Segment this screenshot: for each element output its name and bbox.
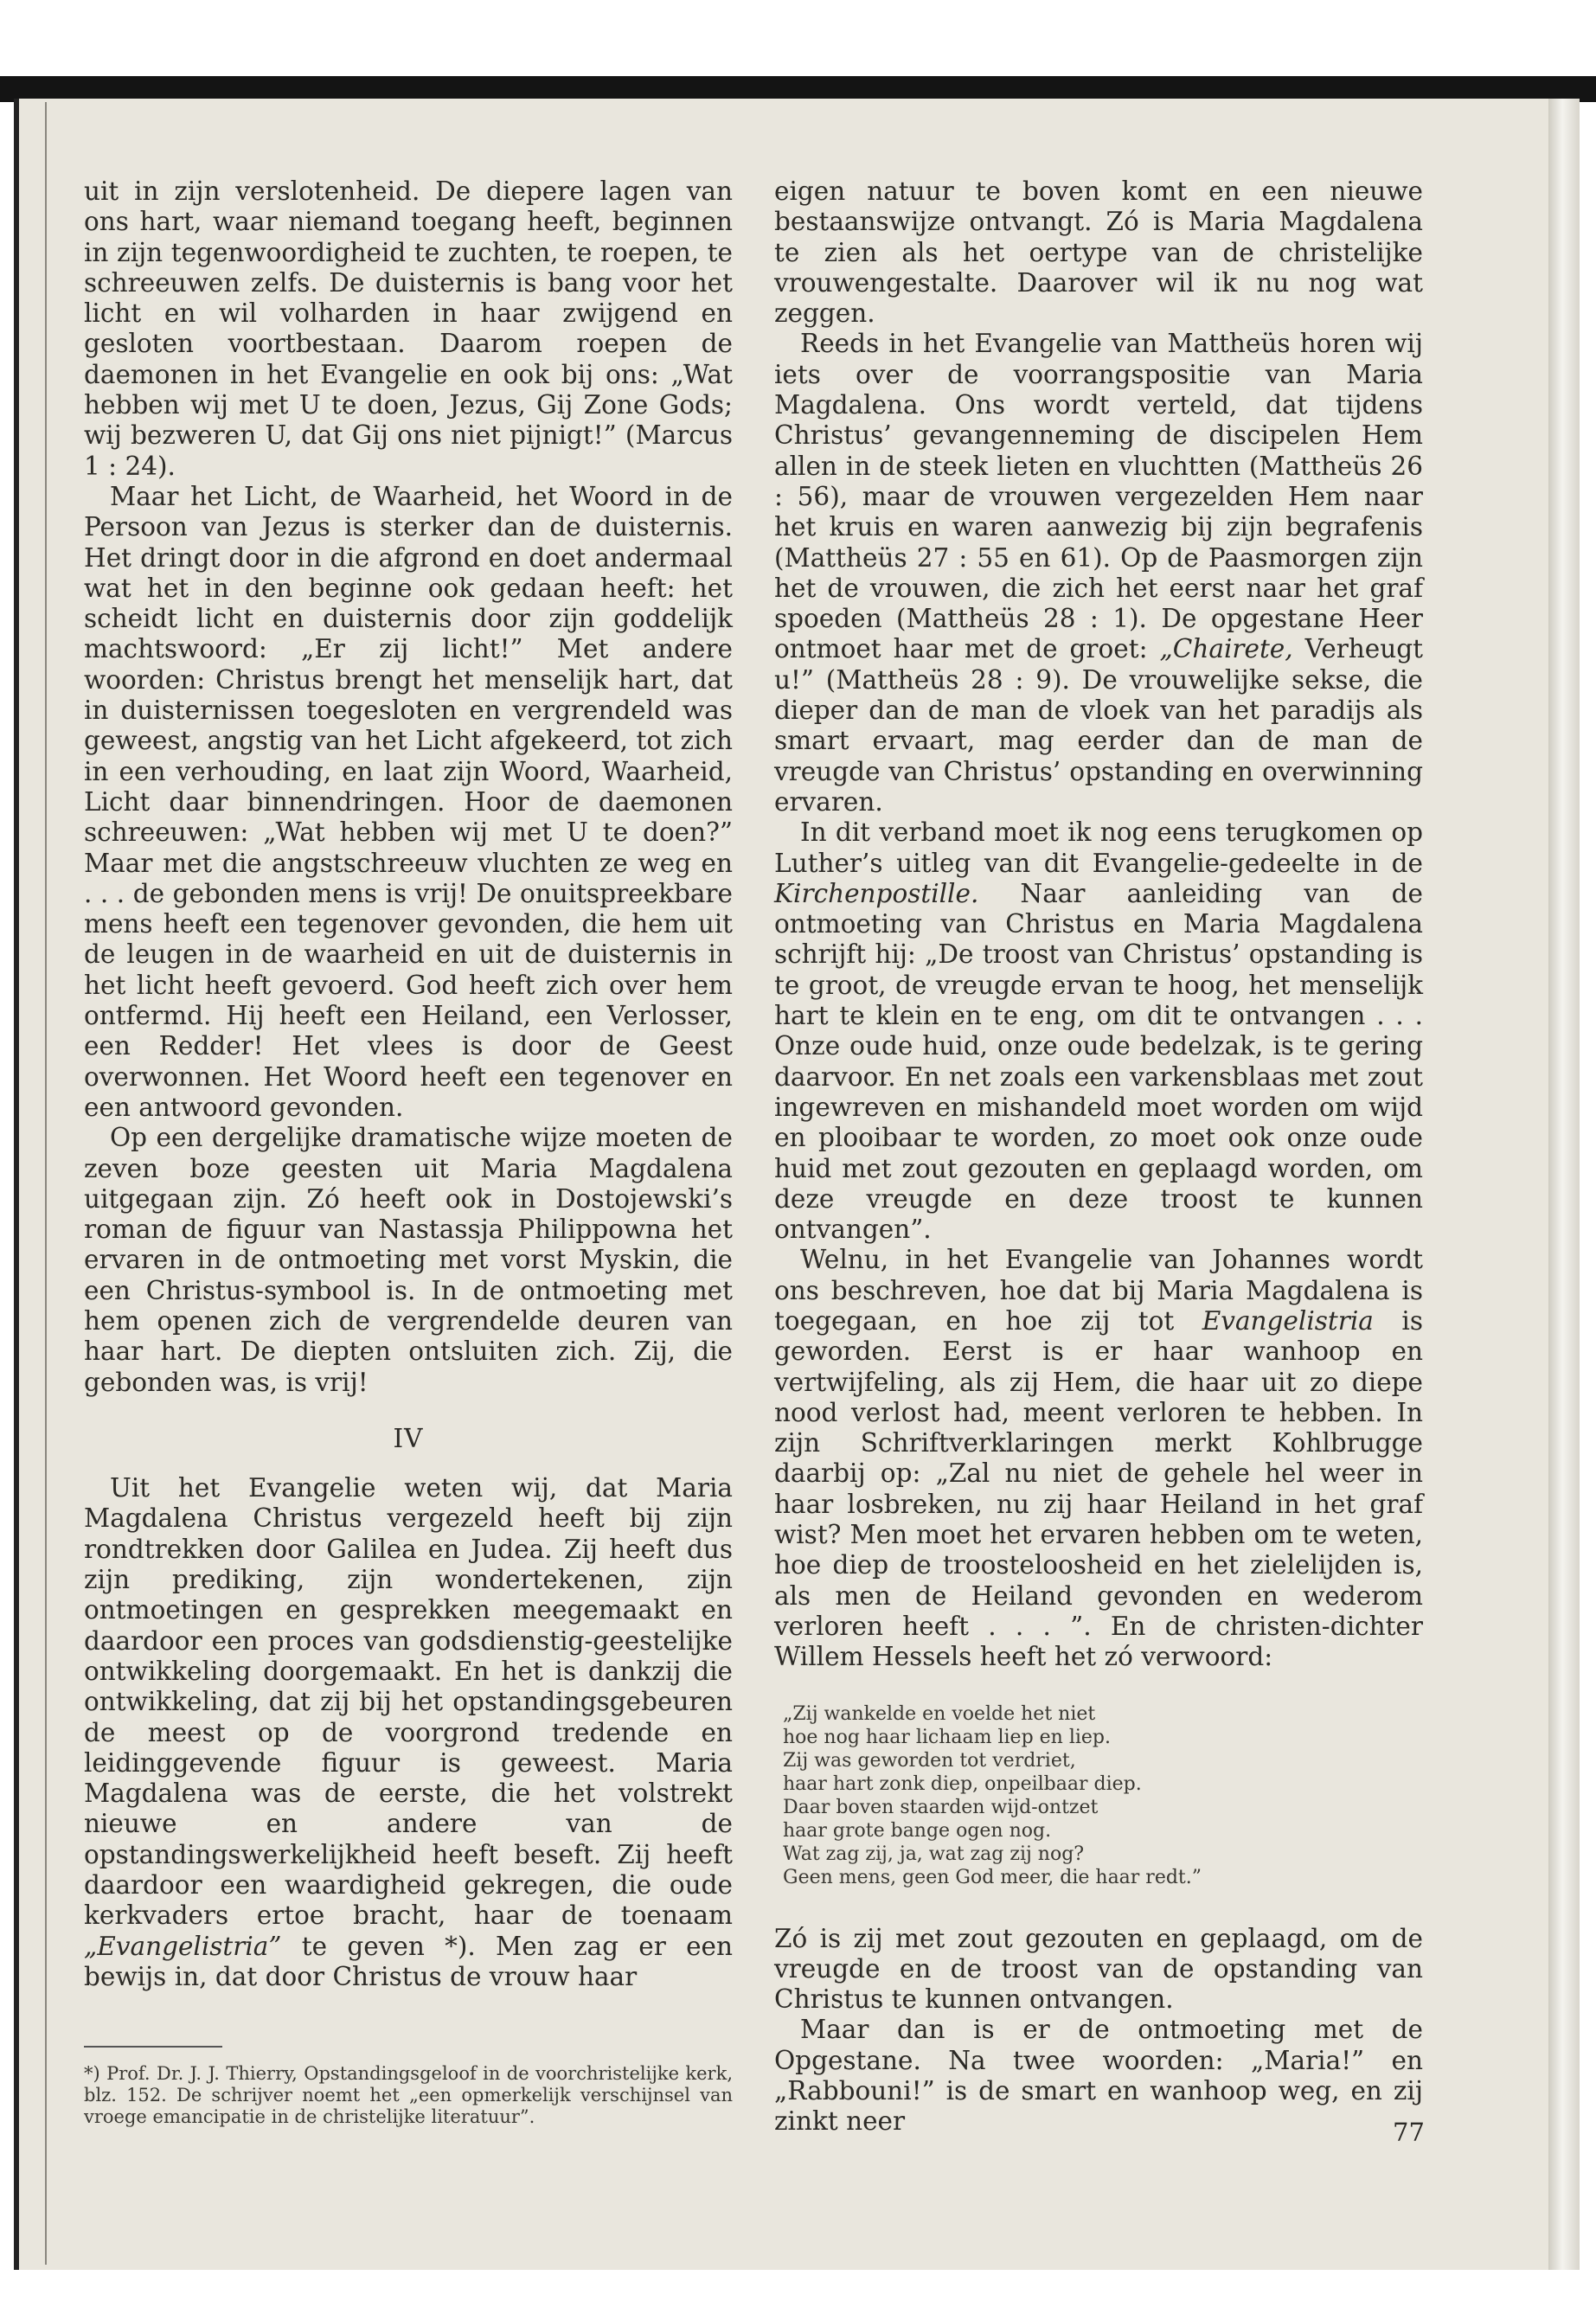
section-heading: IV bbox=[393, 1423, 424, 1453]
left-paragraph-1: uit in zijn verslotenheid. De diepere lagen van ons hart, waar niemand toegang heeft, beginnen in zijn tegenwoordigheid te zuchten, te roepen, te schreeuwen zelfs. De duisternis is bang voor het licht en wil volharden in haar zwijgend en gesloten voortbestaan. Daarom roepen de daemonen in het Evangelie en ook bij ons: „Wat hebben wij met U te doen, Jezus, Gij Zone Gods; wij bezweren U, dat Gij ons niet pijnigt!” (Marcus 1 : 24). bbox=[84, 176, 733, 481]
left-p4-emphasis: „Evangelistria” bbox=[84, 1931, 282, 1961]
page-number: 77 bbox=[1393, 2118, 1425, 2147]
book-spine bbox=[1548, 99, 1580, 2270]
right-p3-text-b: Naar aanleiding van de ontmoeting van Christus en Maria Magdalena schrijft hij: „De troost van Christus’ opstanding is te groot, de vreugde ervan te hoog, het menselijk hart te klein en te eng, om dit te ontvangen . . . Onze oude huid, onze oude bedelzak, is te gering daarvoor. En net zoals een varkensblaas met zout ingewreven en mishandeld moet worden om wijd en plooibaar te worden, zo moet ook onze oude huid met zout gezouten en geplaagd worden, om deze vreugde en deze troost te kunnen ontvangen”. bbox=[774, 878, 1423, 1245]
left-paragraph-2: Maar het Licht, de Waarheid, het Woord in de Persoon van Jezus is sterker dan de duisternis. Het dringt door in die afgrond en doet andermaal wat het in den beginne ook gedaan heeft: het scheidt licht en duisternis door zijn goddelijk machtswoord: „Er zij licht!” Met andere woorden: Christus brengt het menselijk hart, dat in duisternissen toegesloten en vergrendeld was geweest, angstig van het Licht afgekeerd, tot zich in een verhouding, en laat zijn Woord, Waarheid, Licht daar binnendringen. Hoor de daemonen schreeuwen: „Wat hebben wij met U te doen?” Maar met die angstschreeuw vluchten ze weg en . . . de gebonden mens is vrij! De onuitspreekbare mens heeft een tegenover gevonden, die hem uit de leugen in de waarheid en uit de duisternis in het licht heeft gevoerd. God heeft zich over hem ontfermd. Hij heeft een Heiland, een Verlosser, een Redder! Het vlees is door de Geest overwonnen. Het Woord heeft een tegenover en een antwoord gevonden. bbox=[84, 481, 733, 1122]
poem-line: Geen mens, geen God meer, die haar redt.” bbox=[783, 1866, 1202, 1888]
left-paragraph-3: Op een dergelijke dramatische wijze moeten de zeven boze geesten uit Maria Magdalena uitgegaan zijn. Zó heeft ook in Dostojewski’s roman de figuur van Nastassja Philippowna het ervaren in de ontmoeting met vorst Myskin, die een Christus-symbool is. In de ontmoeting met hem openen zich de vergrendelde deuren van haar hart. De diepten ontsluiten zich. Zij, die gebonden was, is vrij! bbox=[84, 1123, 733, 1397]
poem-line: „Zij wankelde en voelde het niet bbox=[783, 1702, 1096, 1725]
left-p4-text-b: te geven *). Men zag er een bewijs in, dat door Christus de vrouw haar bbox=[84, 1931, 733, 1991]
right-paragraph-4 bbox=[774, 1245, 1423, 1672]
right-p4-emphasis: Evangelistria bbox=[1202, 1305, 1374, 1336]
right-column bbox=[774, 176, 1423, 2138]
page-edge-line bbox=[45, 102, 47, 2265]
left-paragraph-4 bbox=[84, 1473, 733, 1992]
footnote: *) Prof. Dr. J. J. Thierry, Opstandingsgeloof in de voorchristelijke kerk, blz. 152. De schrijver noemt het „een opmerkelijk verschijnsel van vroege emancipatie in de christelijke literatuur”. bbox=[84, 2063, 733, 2128]
right-p3-emphasis: Kirchenpostille. bbox=[774, 878, 979, 908]
right-paragraph-2 bbox=[774, 329, 1423, 817]
right-paragraph-6: Maar dan is er de ontmoeting met de Opgestane. Na twee woorden: „Maria!” en „Rabbouni!” is de smart en wanhoop weg, en zij zinkt neer bbox=[774, 2015, 1423, 2137]
left-column bbox=[84, 176, 733, 2128]
right-p2-text-a: Reeds in het Evangelie van Mattheüs horen wij iets over de voorrangspositie van Maria Magdalena. Ons wordt verteld, dat tijdens Christus’ gevangenneming de discipelen Hem allen in de steek lieten en vluchtten (Mattheüs 26 : 56), maar de vrouwen vergezelden Hem naar het kruis en waren aanwezig bij zijn begrafenis (Mattheüs 27 : 55 en 61). Op de Paasmorgen zijn het de vrouwen, die zich het eerst naar het graf spoeden (Mattheüs 28 : 1). De opgestane Heer ontmoet haar met de groet: bbox=[774, 329, 1423, 664]
poem-line: Zij was geworden tot verdriet, bbox=[783, 1749, 1076, 1772]
footnote-rule bbox=[84, 2046, 222, 2048]
right-paragraph-5: Zó is zij met zout gezouten en geplaagd, om de vreugde en de troost van de opstanding van Christus te kunnen ontvangen. bbox=[774, 1923, 1423, 2015]
left-p4-text-a: Uit het Evangelie weten wij, dat Maria Magdalena Christus vergezeld heeft bij zijn rondtrekken door Galilea en Judea. Zij heeft dus zijn prediking, zijn wondertekenen, zijn ontmoetingen en gesprekken meegemaakt en daardoor een proces van godsdienstig-geestelijke ontwikkeling doorgemaakt. En het is dankzij die ontwikkeling, dat zij bij het opstandingsgebeuren de meest op de voorgrond tredende en leidinggevende figuur is geweest. Maria Magdalena was de eerste, die het volstrekt nieuwe en andere van de opstandingswerkelijkheid heeft beseft. Zij heeft daardoor een waardigheid gekregen, die oude kerkvaders ertoe bracht, haar de toenaam bbox=[84, 1473, 733, 1931]
right-p4-text-b: is geworden. Eerst is er haar wanhoop en vertwijfeling, als zij Hem, die haar uit zo diepe nood verlost had, meent verloren te hebben. In zijn Schriftverklaringen merkt Kohlbrugge daarbij op: „Zal nu niet de gehele hel weer in haar losbreken, nu zij haar Heiland in het graf wist? Men moet het ervaren hebben om te weten, hoe diep de troosteloosheid en het zielelijden is, als men de Heiland gevonden en wederom verloren heeft . . . ”. En de christen-dichter Willem Hessels heeft het zó verwoord: bbox=[774, 1305, 1423, 1672]
poem bbox=[783, 1702, 1423, 1889]
right-paragraph-3 bbox=[774, 817, 1423, 1245]
right-p4-text-a: Welnu, in het Evangelie van Johannes wordt ons beschreven, hoe dat bij Maria Magdalena is toegegaan, en hoe zij tot bbox=[774, 1245, 1423, 1336]
poem-line: hoe nog haar lichaam liep en liep. bbox=[783, 1726, 1111, 1748]
right-p3-text-a: In dit verband moet ik nog eens terugkomen op Luther’s uitleg van dit Evangelie-gedeelte in de bbox=[774, 817, 1423, 878]
poem-line: haar hart zonk diep, onpeilbaar diep. bbox=[783, 1772, 1142, 1795]
right-paragraph-1: eigen natuur te boven komt en een nieuwe bestaanswijze ontvangt. Zó is Maria Magdalena te zien als het oertype van de christelijke vrouwengestalte. Daarover wil ik nu nog wat zeggen. bbox=[774, 176, 1423, 329]
poem-line: Wat zag zij, ja, wat zag zij nog? bbox=[783, 1843, 1085, 1865]
right-p2-emphasis: „Chairete, bbox=[1159, 634, 1293, 664]
poem-line: haar grote bange ogen nog. bbox=[783, 1819, 1052, 1842]
poem-line: Daar boven staarden wijd-ontzet bbox=[783, 1796, 1099, 1818]
right-p2-text-b: Verheugt u!” (Mattheüs 28 : 9). De vrouwelijke sekse, die dieper dan de man de vloek van het paradijs als smart ervaart, mag eerder dan de man de vreugde van Christus’ opstanding en overwinning ervaren. bbox=[774, 634, 1423, 817]
